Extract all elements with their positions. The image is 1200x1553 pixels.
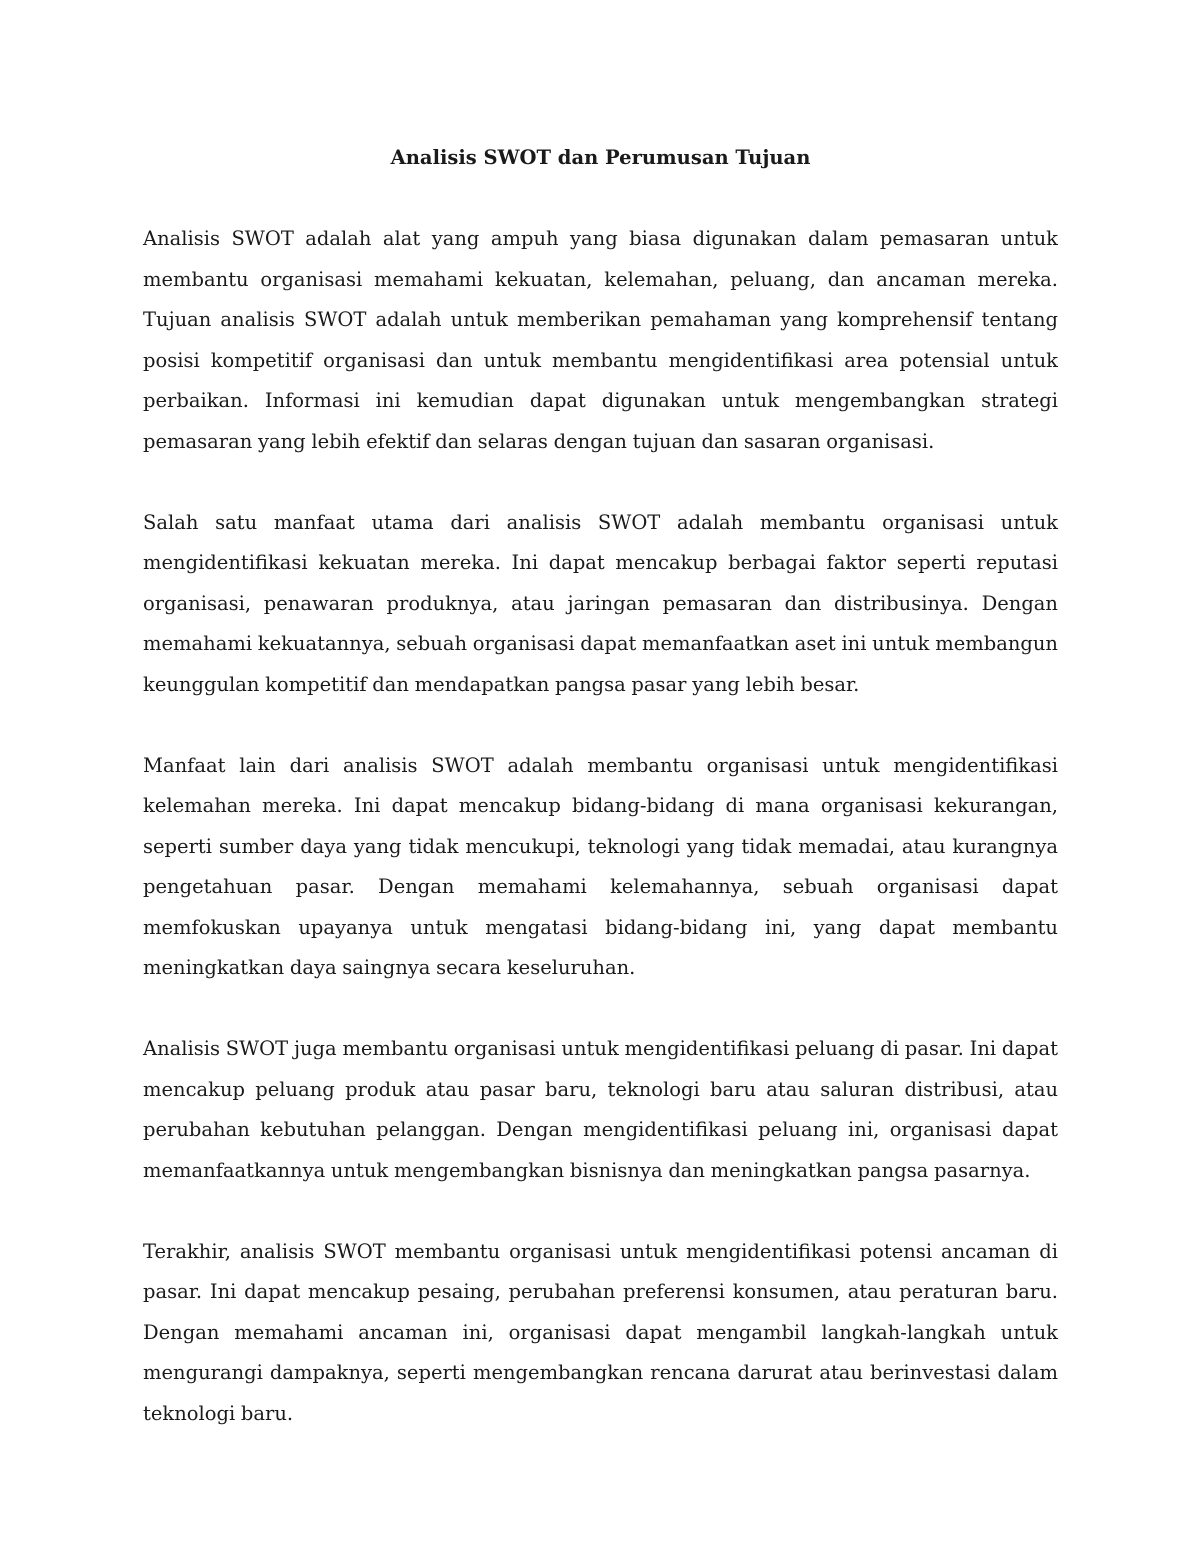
- paragraph-intro: Analisis SWOT adalah alat yang ampuh yang biasa digunakan dalam pemasaran untuk membantu organisasi memahami kekuatan, kelemahan, peluang, dan ancaman mereka. Tujuan analisis SWOT adalah untuk memberikan pemahaman yang komprehensif tentang posisi kompetitif organisasi dan untuk membantu mengidentifikasi area potensial untuk perbaikan. Informasi ini kemudian dapat digunakan untuk mengembangkan strategi pemasaran yang lebih efektif dan selaras dengan tujuan dan sasaran organisasi.: [143, 227, 1058, 453]
- title-spacer: [143, 179, 1058, 220]
- paragraph-strengths: Salah satu manfaat utama dari analisis SWOT adalah membantu organisasi untuk mengidentifikasi kekuatan mereka. Ini dapat mencakup berbagai faktor seperti reputasi organisasi, penawaran produknya, atau jaringan pemasaran dan distribusinya. Dengan memahami kekuatannya, sebuah organisasi dapat memanfaatkan aset ini untuk membangun keunggulan kompetitif dan mendapatkan pangsa pasar yang lebih besar.: [143, 510, 1058, 696]
- document-body: [143, 138, 1058, 1434]
- paragraph-threats: Terakhir, analisis SWOT membantu organisasi untuk mengidentifikasi potensi ancaman di pasar. Ini dapat mencakup pesaing, perubahan preferensi konsumen, atau peraturan baru. Dengan memahami ancaman ini, organisasi dapat mengambil langkah-langkah untuk mengurangi dampaknya, seperti mengembangkan rencana darurat atau berinvestasi dalam teknologi baru.: [143, 1239, 1058, 1425]
- paragraph-opportunities: Analisis SWOT juga membantu organisasi untuk mengidentifikasi peluang di pasar. Ini dapat mencakup peluang produk atau pasar baru, teknologi baru atau saluran distribusi, atau perubahan kebutuhan pelanggan. Dengan mengidentifikasi peluang ini, organisasi dapat memanfaatkannya untuk mengembangkan bisnisnya dan meningkatkan pangsa pasarnya.: [143, 1037, 1058, 1182]
- document-title: Analisis SWOT dan Perumusan Tujuan: [390, 146, 811, 169]
- paragraph-weaknesses: Manfaat lain dari analisis SWOT adalah membantu organisasi untuk mengidentifikasi kelemahan mereka. Ini dapat mencakup bidang-bidang di mana organisasi kekurangan, seperti sumber daya yang tidak mencukupi, teknologi yang tidak memadai, atau kurangnya pengetahuan pasar. Dengan memahami kelemahannya, sebuah organisasi dapat memfokuskan upayanya untuk mengatasi bidang-bidang ini, yang dapat membantu meningkatkan daya saingnya secara keseluruhan.: [143, 753, 1058, 979]
